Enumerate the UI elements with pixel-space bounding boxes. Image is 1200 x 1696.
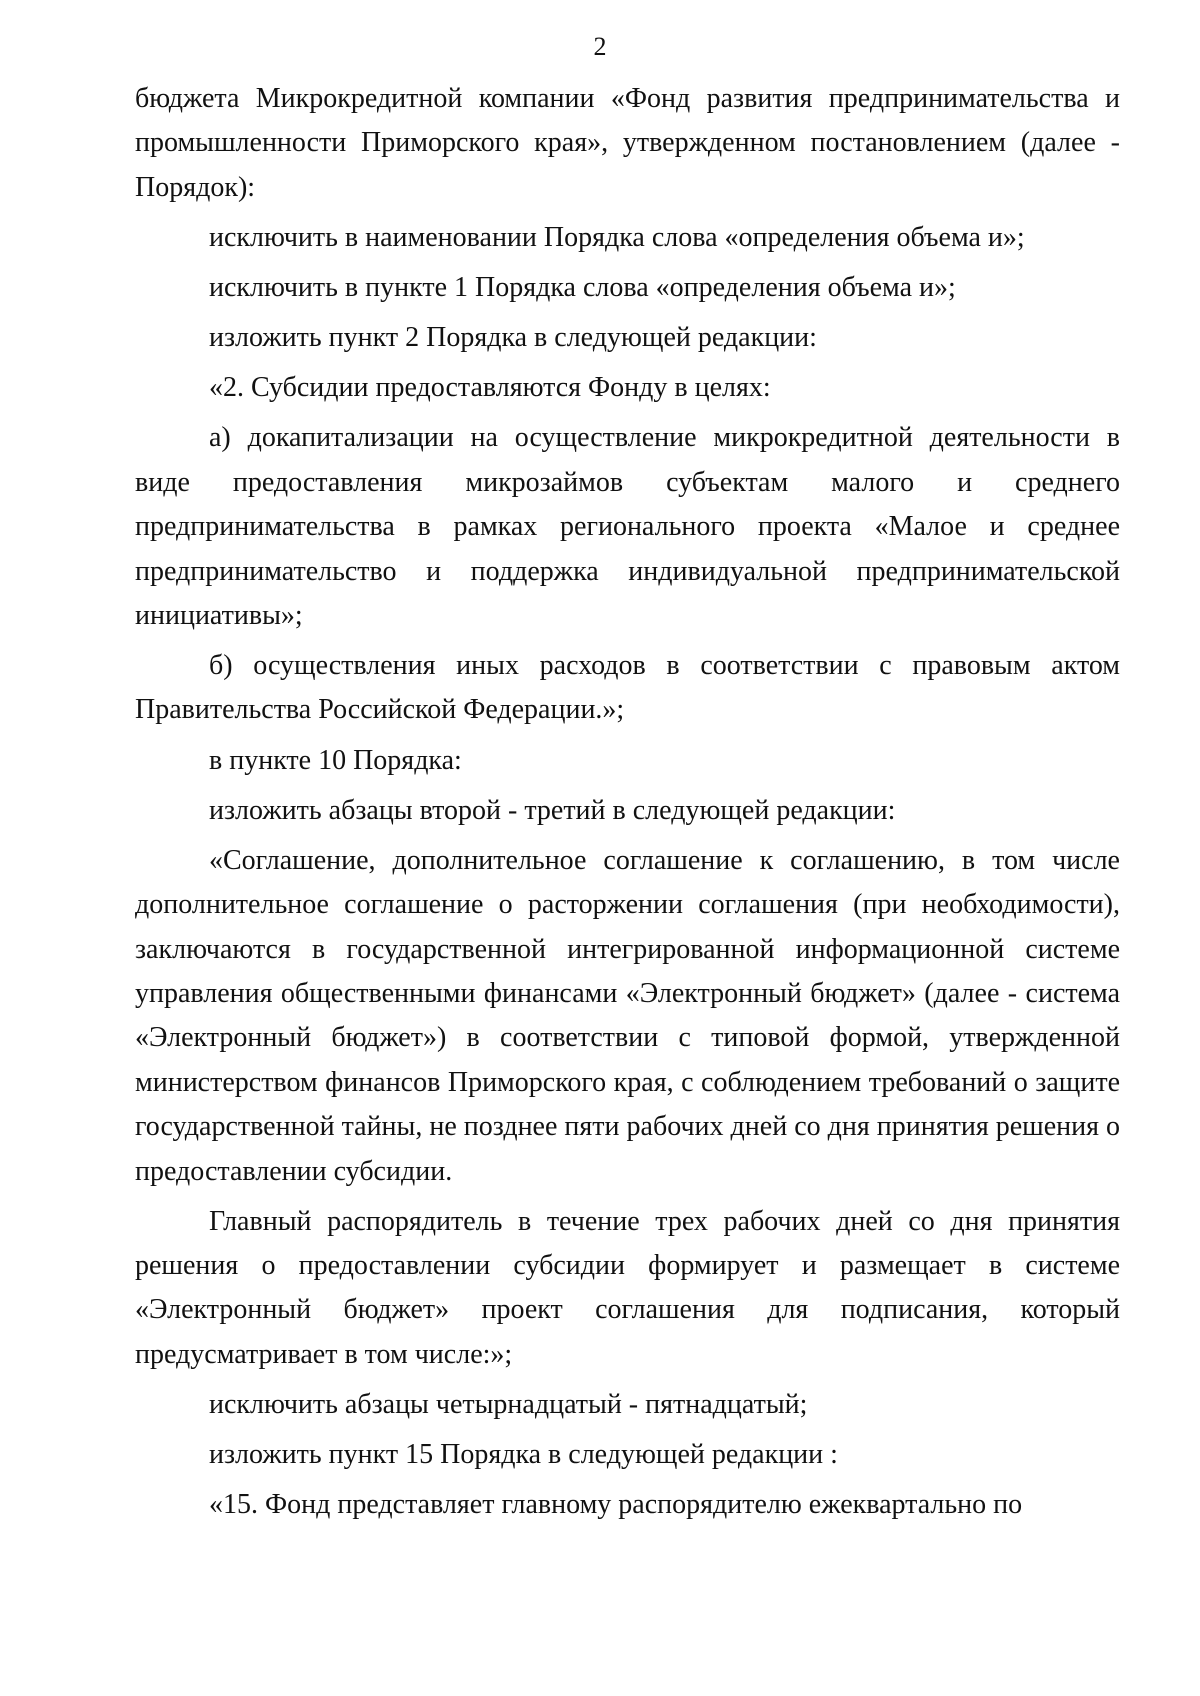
paragraph: б) осуществления иных расходов в соответствии с правовым актом Правительства Российской Федерации.»;: [135, 650, 1120, 726]
paragraph: изложить пункт 2 Порядка в следующей редакции:: [209, 322, 817, 354]
paragraph: исключить в наименовании Порядка слова «определения объема и»;: [209, 221, 1025, 253]
paragraph: бюджета Микрокредитной компании «Фонд развития предпринимательства и промышленности Приморского края», утвержденном постановлением (далее - Порядок):: [135, 83, 1120, 203]
paragraph: изложить абзацы второй - третий в следующей редакции:: [209, 794, 896, 826]
document-body: [135, 77, 1120, 1533]
paragraph: «Соглашение, дополнительное соглашение к соглашению, в том числе дополнительное соглашение о расторжении соглашения (при необходимости), заключаются в государственной интегрированной информационной системе управления общественными финансами «Электронный бюджет» (далее - система «Электронный бюджет») в соответствии с типовой формой, утвержденной министерством финансов Приморского края, с соблюдением требований о защите государственной тайны, не позднее пяти рабочих дней со дня принятия решения о предоставлении субсидии.: [135, 844, 1120, 1187]
paragraph: «15. Фонд представляет главному распорядителю ежеквартально по: [209, 1489, 1023, 1521]
paragraph: исключить в пункте 1 Порядка слова «определения объема и»;: [209, 272, 956, 303]
page-number: 2: [593, 32, 607, 61]
paragraph: исключить абзацы четырнадцатый - пятнадцатый;: [209, 1388, 808, 1420]
paragraph: «2. Субсидии предоставляются Фонду в целях:: [209, 372, 771, 404]
paragraph: Главный распорядитель в течение трех рабочих дней со дня принятия решения о предоставлении субсидии формирует и размещает в системе «Электронный бюджет» проект соглашения для подписания, который предусматривает в том числе:»;: [135, 1205, 1120, 1370]
paragraph: а) докапитализации на осуществление микрокредитной деятельности в виде предоставления микрозаймов субъектам малого и среднего предпринимательства в рамках регионального проекта «Малое и среднее предпринимательство и поддержка индивидуальной предпринимательской инициативы»;: [135, 422, 1120, 631]
paragraph: изложить пункт 15 Порядка в следующей редакции :: [209, 1439, 838, 1471]
paragraph: в пункте 10 Порядка:: [209, 744, 462, 776]
